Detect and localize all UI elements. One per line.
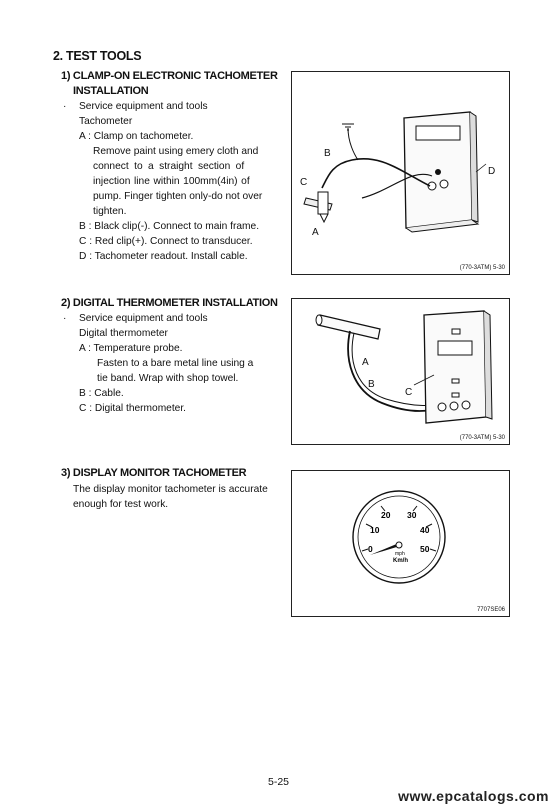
section-3-line: enough for test work.	[73, 499, 169, 510]
figure-1-code: (770-3ATM) 5-30	[459, 265, 505, 271]
page-number: 5-25	[267, 776, 289, 788]
section-2-line: Fasten to a bare metal line using a	[97, 358, 254, 369]
section-1-line: D : Tachometer readout. Install cable.	[79, 251, 248, 262]
tachometer-labels	[292, 72, 509, 274]
section-2-line: A : Temperature probe.	[79, 343, 183, 354]
section-2-line: Digital thermometer	[79, 328, 168, 339]
figure-2-label-a: A	[362, 357, 369, 368]
section-1-line: B : Black clip(-). Connect to main frame.	[79, 221, 260, 232]
figure-2-code: (770-3ATM) 5-30	[459, 435, 505, 441]
dial-number: 0	[368, 544, 373, 554]
dial-unit-kmh: Km/h	[393, 558, 408, 564]
section-2-line: tie band. Wrap with shop towel.	[97, 373, 239, 384]
section-1-bullet: ·	[63, 101, 67, 112]
section-3-line: The display monitor tachometer is accurate	[73, 484, 268, 495]
dial-number: 40	[420, 525, 430, 535]
section-1-line: Remove paint using emery cloth and	[93, 146, 259, 157]
section-1-line: pump. Finger tighten only-do not over	[93, 191, 263, 202]
figure-1-label-b: B	[324, 148, 331, 159]
section-1-line: tighten.	[93, 206, 127, 217]
tachometer-figure	[291, 71, 510, 275]
section-2-line: Service equipment and tools	[79, 313, 208, 324]
figure-3-code: 7707SE06	[476, 607, 505, 613]
thermometer-figure	[291, 298, 510, 445]
speedometer-labels	[292, 471, 509, 616]
section-1-heading-line2: INSTALLATION	[73, 85, 149, 97]
dial-number: 30	[407, 510, 417, 520]
figure-1-label-d: D	[488, 166, 496, 177]
dial-unit-mph: mph	[395, 551, 405, 557]
figure-1-label-c: C	[300, 177, 308, 188]
section-1-heading-line1: 1) CLAMP-ON ELECTRONIC TACHOMETER	[61, 70, 278, 82]
section-3-heading: 3) DISPLAY MONITOR TACHOMETER	[61, 467, 247, 479]
dial-number: 10	[370, 525, 380, 535]
thermometer-labels	[292, 299, 509, 444]
watermark: www.epcatalogs.com	[398, 788, 549, 804]
section-1-line: C : Red clip(+). Connect to transducer.	[79, 236, 253, 247]
section-title: 2. TEST TOOLS	[53, 49, 142, 63]
section-1-line: A : Clamp on tachometer.	[79, 131, 194, 142]
section-2-line: B : Cable.	[79, 388, 124, 399]
section-1-line: Service equipment and tools	[79, 101, 208, 112]
figure-2-label-b: B	[368, 379, 375, 390]
display-tachometer-figure	[291, 470, 510, 617]
figure-2-label-c: C	[405, 387, 413, 398]
section-1-line: injection line within 100mm(4in) of	[93, 176, 250, 187]
dial-number: 50	[420, 544, 430, 554]
figure-1-label-a: A	[312, 227, 319, 238]
section-1-line: Tachometer	[79, 116, 133, 127]
section-2-line: C : Digital thermometer.	[79, 403, 187, 414]
section-1-line: connect to a straight section of	[93, 161, 245, 172]
section-2-heading: 2) DIGITAL THERMOMETER INSTALLATION	[61, 297, 278, 309]
dial-number: 20	[381, 510, 391, 520]
section-2-bullet: ·	[63, 313, 67, 324]
